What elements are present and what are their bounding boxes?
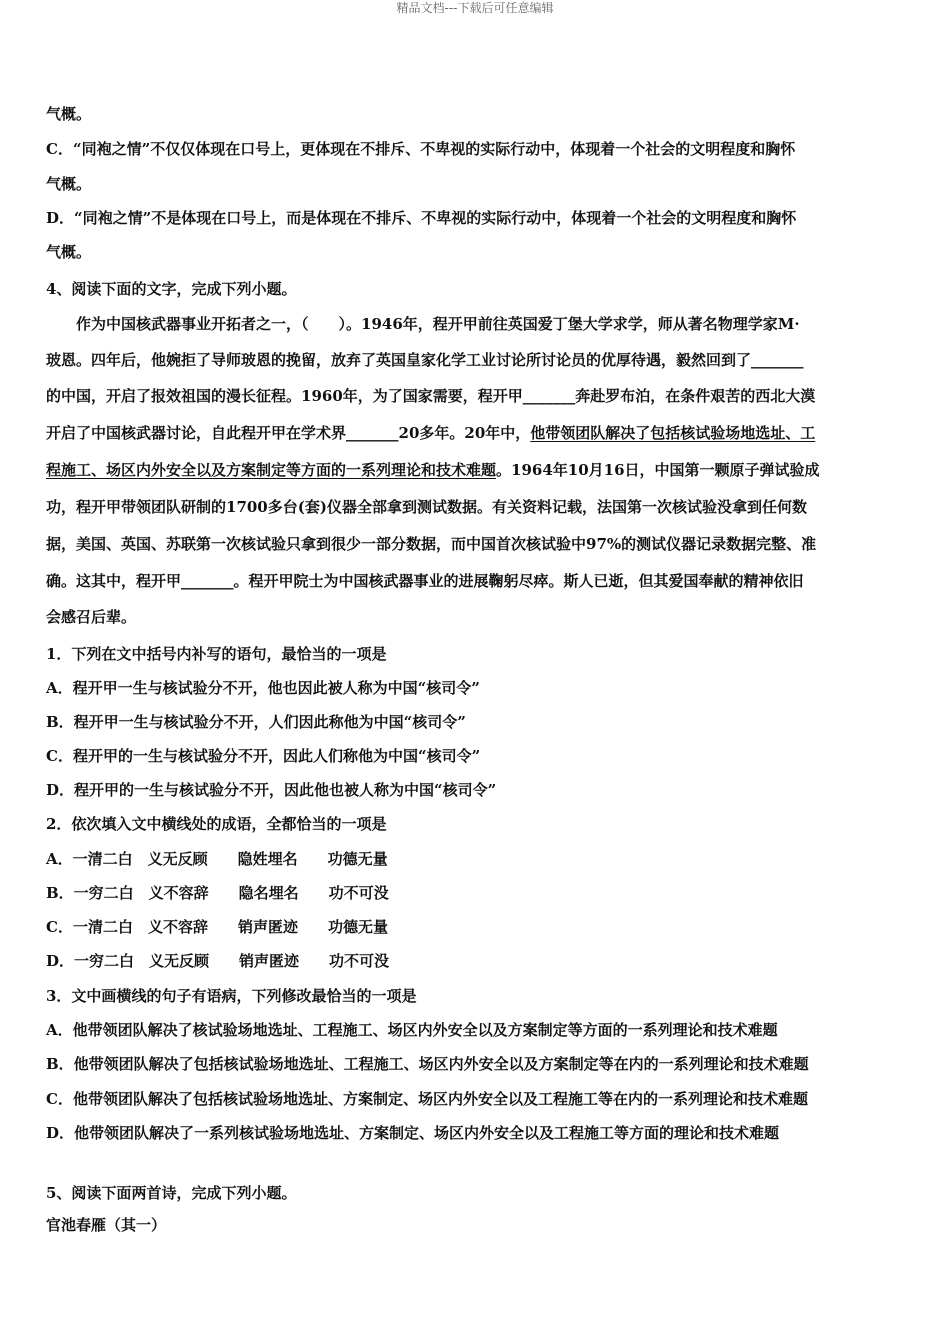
- option-c: C．程开甲的一生与核试验分不开，因此人们称他为中国“核司令”: [46, 747, 481, 765]
- option-a: A．他带领团队解决了核试验场地选址、工程施工、场区内外安全以及方案制定等方面的一系列理论和技术难题: [46, 1021, 778, 1039]
- passage-line: 功，程开甲带领团队研制的1700多台(套)仪器全部拿到测试数据。有关资料记载，法国第一次核试验没拿到任何数: [46, 498, 807, 516]
- option-d: D．一穷二白 义无反顾 销声匿迹 功不可没: [46, 952, 390, 970]
- passage-text: 开启了中国核武器讨论，自此程开甲在学术界_______20多年。20年中，: [46, 424, 531, 442]
- question-heading: 5、阅读下面两首诗，完成下列小题。: [46, 1184, 297, 1202]
- option-c: C．“同袍之情”不仅仅体现在口号上，更体现在不排斥、不卑视的实际行动中，体现着一个社会的文明程度和胸怀: [46, 140, 796, 158]
- text-line: 气概。: [46, 105, 92, 123]
- option-b: B．他带领团队解决了包括核试验场地选址、工程施工、场区内外安全以及方案制定等在内的一系列理论和技术难题: [46, 1055, 809, 1073]
- passage-text: 。1964年10月16日，中国第一颗原子弹试验成: [496, 461, 820, 479]
- passage-line: [46, 460, 906, 480]
- underlined-sentence: 程施工、场区内外安全以及方案制定等方面的一系列理论和技术难题: [46, 461, 497, 479]
- page-header: 精品文档---下载后可任意编辑: [396, 1, 554, 15]
- question-heading: 4、阅读下面的文字，完成下列小题。: [46, 280, 297, 298]
- underlined-sentence: 他带领团队解决了包括核试验场地选址、工: [530, 424, 816, 442]
- option-a: A．程开甲一生与核试验分不开，他也因此被人称为中国“核司令”: [46, 679, 480, 697]
- passage-line: [46, 423, 906, 443]
- text-line: 气概。: [46, 175, 92, 193]
- option-b: B．一穷二白 义不容辞 隐名埋名 功不可没: [46, 884, 389, 902]
- passage-line: 据，美国、英国、苏联第一次核试验只拿到很少一部分数据，而中国首次核试验中97%的测试仪器记录数据完整、准: [46, 535, 817, 553]
- option-d: D．“同袍之情”不是体现在口号上，而是体现在不排斥、不卑视的实际行动中，体现着一个社会的文明程度和胸怀: [46, 209, 797, 227]
- question-2: 2．依次填入文中横线处的成语，全都恰当的一项是: [46, 815, 387, 833]
- passage-line: 确。这其中，程开甲_______。程开甲院士为中国核武器事业的进展鞠躬尽瘁。斯人已逝，但其爱国奉献的精神依旧: [46, 572, 804, 590]
- passage-line: 会感召后辈。: [46, 608, 137, 626]
- option-b: B．程开甲一生与核试验分不开，人们因此称他为中国“核司令”: [46, 713, 466, 731]
- option-c: C．他带领团队解决了包括核试验场地选址、方案制定、场区内外安全以及工程施工等在内的一系列理论和技术难题: [46, 1090, 808, 1108]
- option-d: D．程开甲的一生与核试验分不开，因此他也被人称为中国“核司令”: [46, 781, 497, 799]
- passage-line: 作为中国核武器事业开拓者之一，（ ）。1946年，程开甲前往英国爱丁堡大学求学，师从著名物理学家M·: [76, 315, 800, 333]
- option-c: C．一清二白 义不容辞 销声匿迹 功德无量: [46, 918, 388, 936]
- poem-title: 官池春雁（其一）: [46, 1216, 167, 1234]
- option-a: A．一清二白 义无反顾 隐姓埋名 功德无量: [46, 850, 388, 868]
- text-line: 气概。: [46, 243, 92, 261]
- passage-line: 玻恩。四年后，他婉拒了导师玻恩的挽留，放弃了英国皇家化学工业讨论所讨论员的优厚待遇，毅然回到了_______: [46, 351, 804, 369]
- passage-line: 的中国，开启了报效祖国的漫长征程。1960年，为了国家需要，程开甲_______奔赴罗布泊，在条件艰苦的西北大漠: [46, 387, 816, 405]
- question-1: 1．下列在文中括号内补写的语句，最恰当的一项是: [46, 645, 387, 663]
- question-3: 3．文中画横线的句子有语病，下列修改最恰当的一项是: [46, 987, 417, 1005]
- option-d: D．他带领团队解决了一系列核试验场地选址、方案制定、场区内外安全以及工程施工等方面的理论和技术难题: [46, 1124, 780, 1142]
